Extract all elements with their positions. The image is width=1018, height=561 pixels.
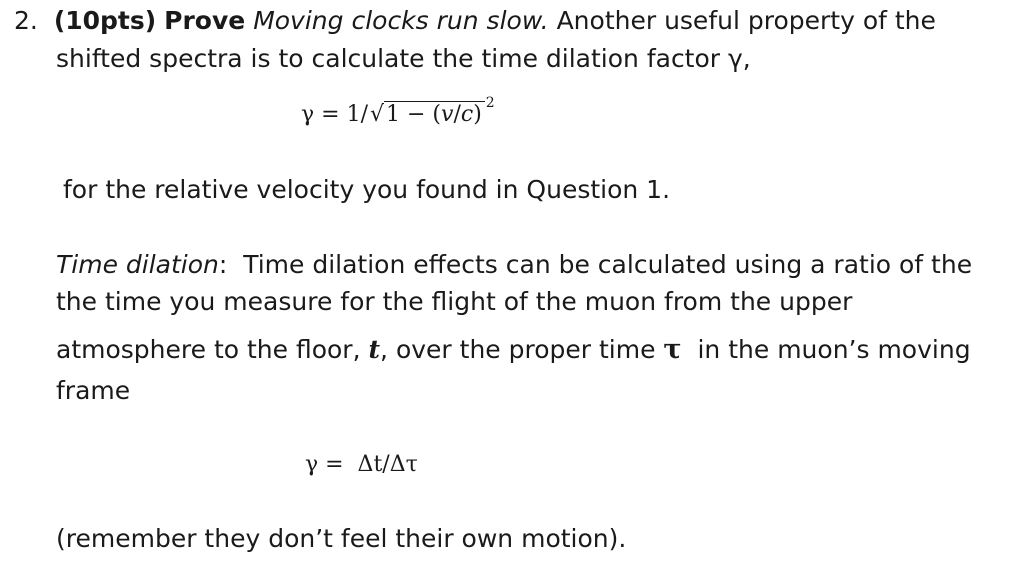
question-number: 2. <box>14 6 38 35</box>
t-symbol: t <box>368 335 381 364</box>
time-dilation-line-2: the time you measure for the flight of the muon from the upper <box>56 287 853 316</box>
question-intro-line <box>14 6 936 36</box>
time-dilation-term: Time dilation <box>56 250 219 279</box>
question-points: (10pts) <box>53 6 157 35</box>
question-claim: Moving clocks run slow. <box>253 6 549 35</box>
velocity-note: for the relative velocity you found in Question 1. <box>63 175 671 204</box>
radicand: 1 − (v/c) <box>384 101 485 128</box>
gamma-formula <box>301 95 495 132</box>
time-dilation-line-3: atmosphere to the floor, t, over the proper time τ in the muon’s moving <box>56 334 971 365</box>
tau-symbol: τ <box>663 334 682 365</box>
question-intro-rest: Another useful property of the <box>548 6 936 35</box>
exponent: 2 <box>485 95 495 111</box>
square-root: √1 − (v/c) <box>368 100 485 130</box>
question-verb: Prove <box>164 6 246 35</box>
time-dilation-line-4: frame <box>56 376 131 405</box>
gamma-formula-lhs: γ = 1/ <box>301 102 368 127</box>
question-line-2: shifted spectra is to calculate the time dilation factor γ, <box>56 44 751 73</box>
time-dilation-line-1: Time dilation: Time dilation effects can be calculated using a ratio of the <box>56 250 973 279</box>
gamma-ratio-formula: γ = Δt/Δτ <box>305 452 418 477</box>
closing-note: (remember they don’t feel their own motion). <box>56 524 627 553</box>
